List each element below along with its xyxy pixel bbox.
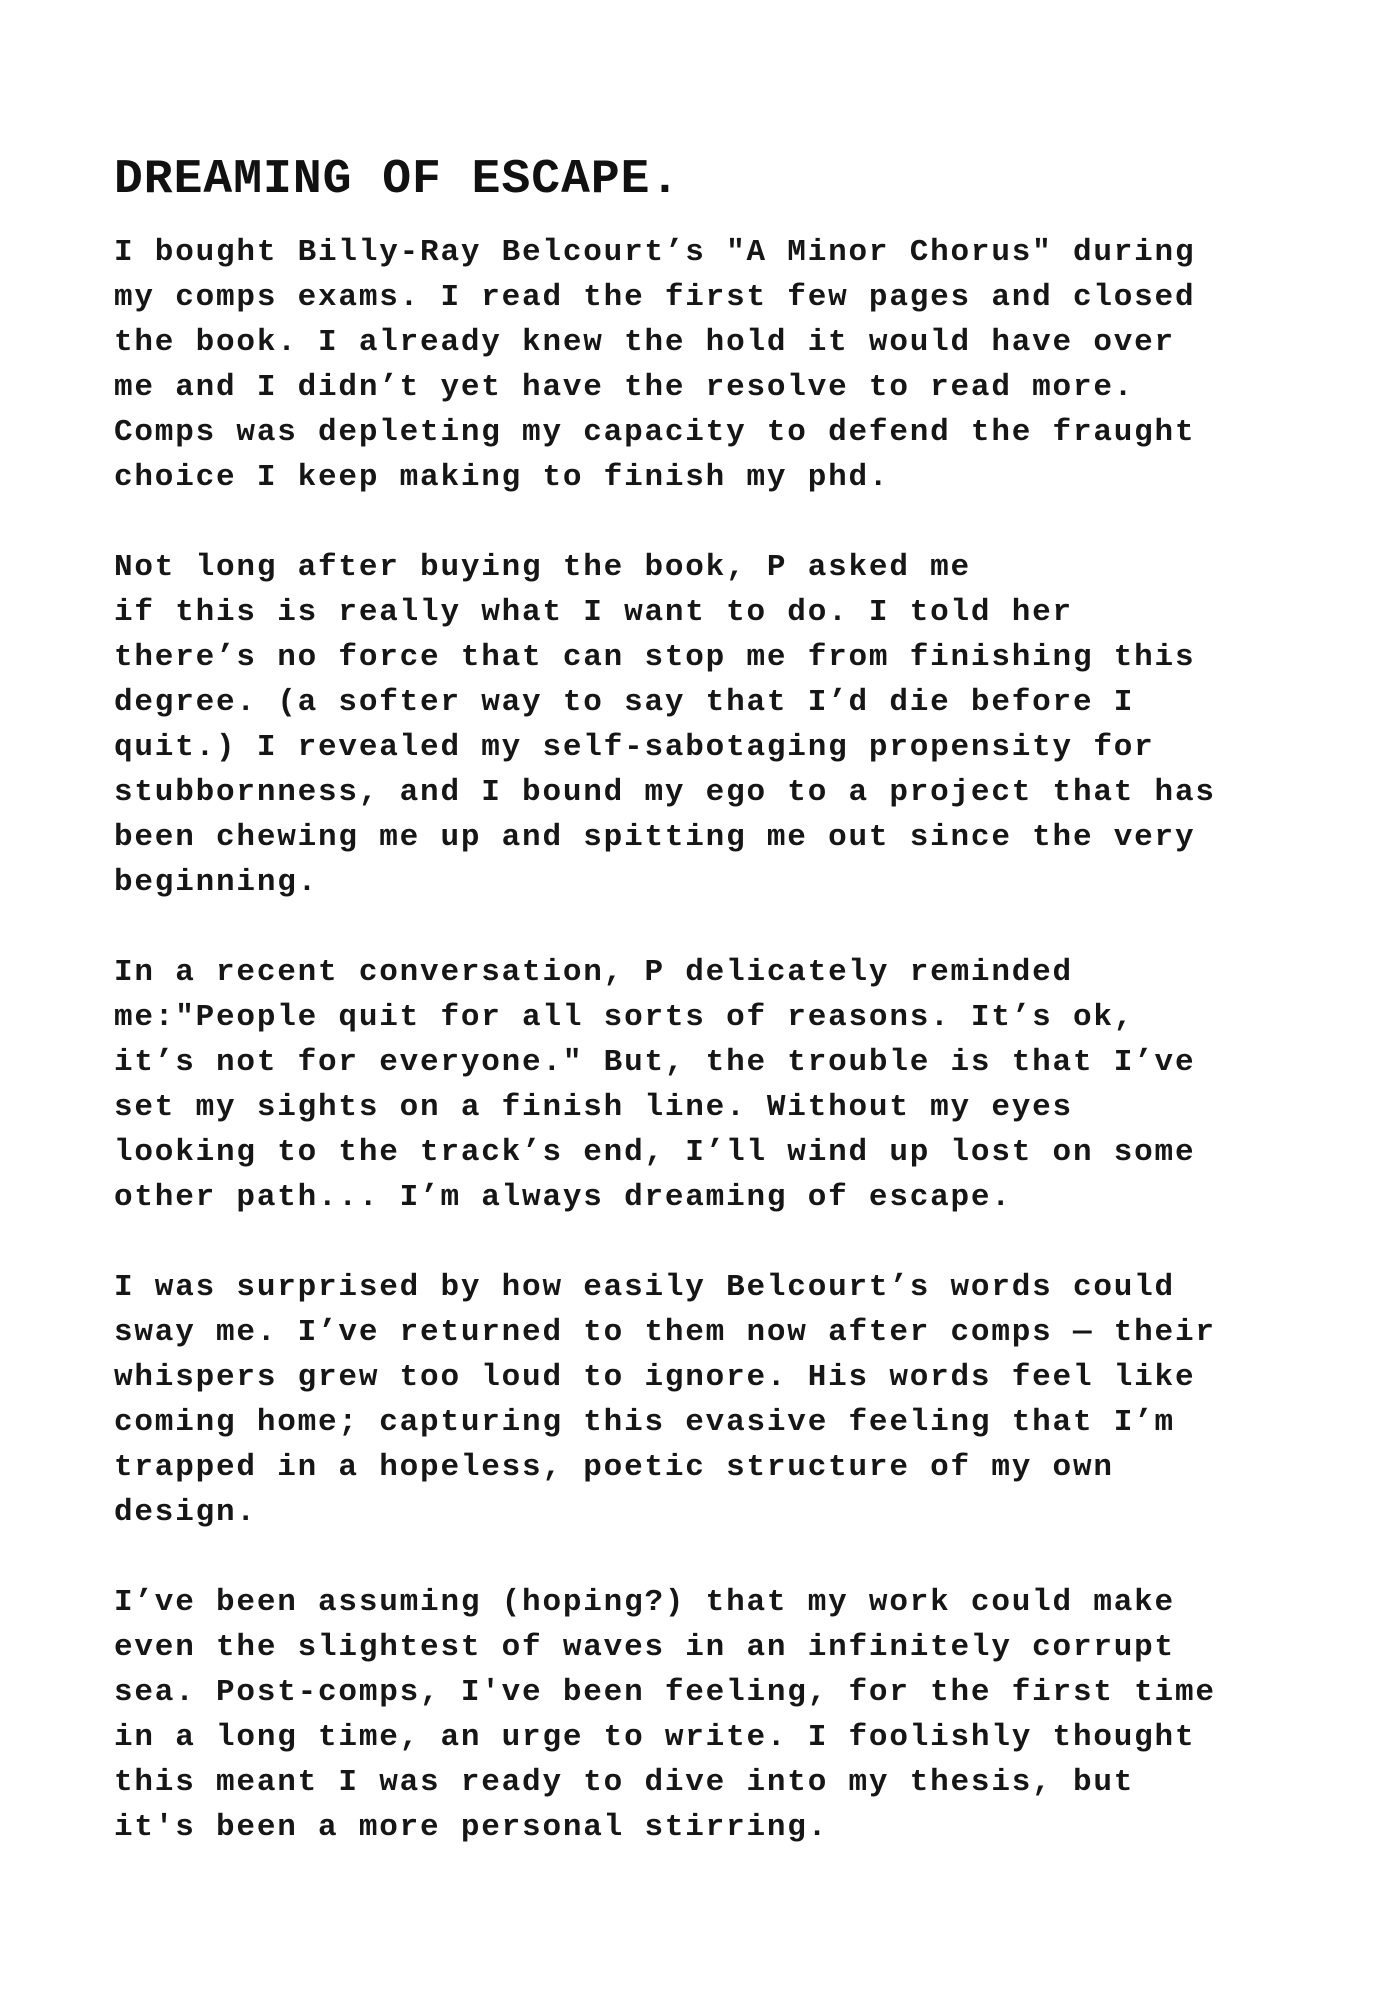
- text-line: I was surprised by how easily Belcourt’s words could: [114, 1270, 1175, 1305]
- text-line: me and I didn’t yet have the resolve to read more.: [114, 370, 1135, 405]
- text-line: sway me. I’ve returned to them now after comps — their: [114, 1315, 1216, 1350]
- text-line: quit.) I revealed my self-sabotaging propensity for: [114, 730, 1155, 765]
- text-line: I’ve been assuming (hoping?) that my work could make: [114, 1585, 1175, 1620]
- paragraph-5: [114, 1580, 1294, 1850]
- text-line: whispers grew too loud to ignore. His words feel like: [114, 1360, 1196, 1395]
- text-line: this meant I was ready to dive into my thesis, but: [114, 1765, 1135, 1800]
- text-line: I bought Billy-Ray Belcourt’s "A Minor Chorus" during: [114, 235, 1196, 270]
- text-line: it’s not for everyone." But, the trouble is that I’ve: [114, 1045, 1196, 1080]
- text-line: in a long time, an urge to write. I foolishly thought: [114, 1720, 1196, 1755]
- text-line: In a recent conversation, P delicately reminded: [114, 955, 1073, 990]
- paragraph-3: [114, 950, 1294, 1220]
- document-title: DREAMING OF ESCAPE.: [114, 153, 681, 207]
- text-line: even the slightest of waves in an infinitely corrupt: [114, 1630, 1175, 1665]
- paragraph-1: [114, 230, 1294, 500]
- text-line: Not long after buying the book, P asked me: [114, 550, 971, 585]
- text-line: degree. (a softer way to say that I’d die before I: [114, 685, 1135, 720]
- text-line: design.: [114, 1495, 257, 1530]
- text-line: beginning.: [114, 865, 319, 900]
- paragraph-2: [114, 545, 1294, 905]
- text-line: me:"People quit for all sorts of reasons. It’s ok,: [114, 1000, 1135, 1035]
- text-line: Comps was depleting my capacity to defend the fraught: [114, 415, 1196, 450]
- text-line: my comps exams. I read the first few pages and closed: [114, 280, 1196, 315]
- text-line: coming home; capturing this evasive feeling that I’m: [114, 1405, 1175, 1440]
- paragraph-4: [114, 1265, 1294, 1535]
- text-line: stubbornness, and I bound my ego to a project that has: [114, 775, 1216, 810]
- text-line: there’s no force that can stop me from finishing this: [114, 640, 1196, 675]
- text-line: been chewing me up and spitting me out since the very: [114, 820, 1196, 855]
- text-line: set my sights on a finish line. Without my eyes: [114, 1090, 1073, 1125]
- text-line: the book. I already knew the hold it would have over: [114, 325, 1175, 360]
- text-line: other path... I’m always dreaming of escape.: [114, 1180, 1012, 1215]
- document-page: [114, 150, 1294, 1895]
- text-line: if this is really what I want to do. I told her: [114, 595, 1073, 630]
- text-line: sea. Post-comps, I've been feeling, for the first time: [114, 1675, 1216, 1710]
- document-body: [114, 230, 1294, 1850]
- text-line: it's been a more personal stirring.: [114, 1810, 829, 1845]
- text-line: looking to the track’s end, I’ll wind up lost on some: [114, 1135, 1196, 1170]
- text-line: choice I keep making to finish my phd.: [114, 460, 890, 495]
- text-line: trapped in a hopeless, poetic structure of my own: [114, 1450, 1114, 1485]
